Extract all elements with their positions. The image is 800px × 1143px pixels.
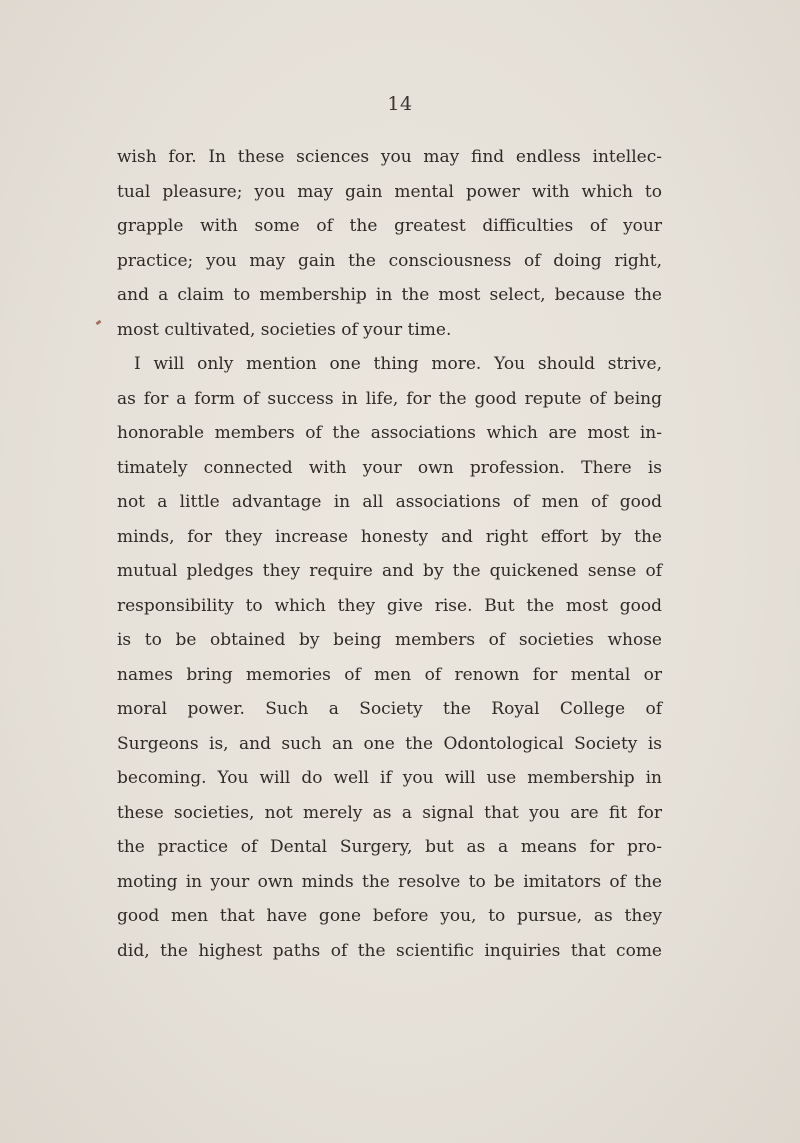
text-line: as for a form of success in life, for the good repute of being [117, 388, 662, 409]
text-line: responsibility to which they give rise. But the most good [117, 595, 662, 616]
text-line: these societies, not merely as a signal that you are fit for [117, 802, 662, 823]
text-line: not a little advantage in all associations of men of good [117, 492, 662, 512]
text-line: names bring memories of men of renown for mental or [117, 664, 662, 685]
page-number: 14 [387, 93, 413, 115]
text-line: becoming. You will do well if you will use membership in [117, 768, 662, 788]
text-line: good men that have gone before you, to pursue, as they [117, 906, 662, 926]
text-line: mutual pledges they require and by the quickened sense of [117, 561, 662, 581]
text-line: tual pleasure; you may gain mental power with which to [117, 181, 662, 202]
ink-mark [96, 320, 102, 325]
text-line: honorable members of the associations which are most in- [117, 423, 662, 443]
text-line: is to be obtained by being members of societies whose [117, 630, 662, 650]
text-line: minds, for they increase honesty and right effort by the [117, 526, 662, 547]
text-line: most cultivated, societies of your time. [117, 319, 452, 340]
text-line: did, the highest paths of the scientific inquiries that come [117, 940, 662, 961]
text-line: practice; you may gain the consciousness of doing right, [117, 250, 662, 271]
text-line: Surgeons is, and such an one the Odontological Society is [117, 733, 662, 754]
text-line: grapple with some of the greatest difficulties of your [117, 216, 662, 236]
text-line: wish for. In these sciences you may find endless intellec- [117, 147, 662, 167]
text-line: moral power. Such a Society the Royal College of [117, 699, 662, 719]
body-text [117, 140, 662, 968]
text-line: the practice of Dental Surgery, but as a means for pro- [117, 837, 662, 857]
text-line: I will only mention one thing more. You should strive, [134, 354, 662, 374]
text-line: timately connected with your own profession. There is [117, 457, 662, 478]
text-line: and a claim to membership in the most select, because the [117, 285, 662, 305]
text-line: moting in your own minds the resolve to be imitators of the [117, 871, 662, 892]
